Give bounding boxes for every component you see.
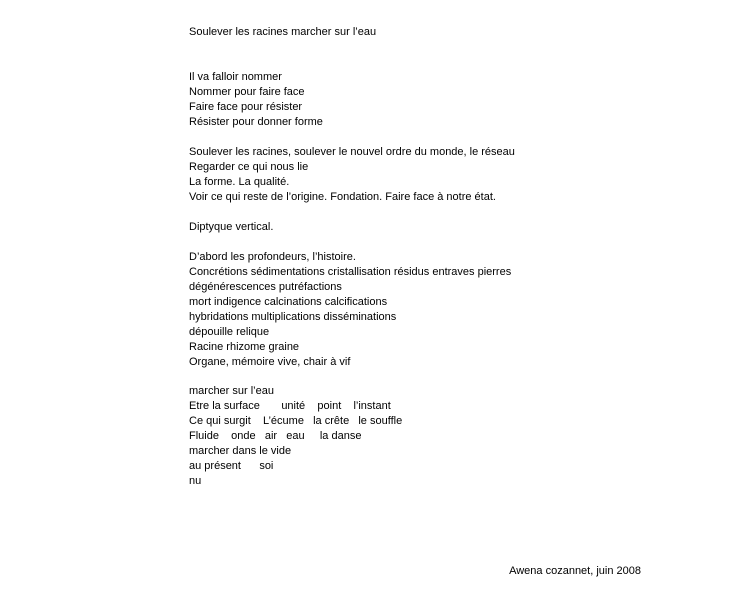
poem-line: Ce qui surgit L’écume la crête le souffle (189, 415, 403, 427)
poem-line: Faire face pour résister (189, 101, 303, 113)
poem-line: hybridations multiplications disséminations (189, 311, 397, 323)
stanza (189, 70, 323, 130)
poem-line: Regarder ce qui nous lie (189, 161, 309, 173)
stanza (189, 250, 511, 370)
author-signature: Awena cozannet, juin 2008 (509, 565, 641, 577)
poem-line: Soulever les racines, soulever le nouvel ordre du monde, le réseau (189, 146, 515, 158)
poem-line: Nommer pour faire face (189, 86, 305, 98)
poem-line: Organe, mémoire vive, chair à vif (189, 356, 351, 368)
stanza (189, 384, 402, 489)
poem-line: dépouille relique (189, 326, 270, 338)
poem-line: Diptyque vertical. (189, 221, 274, 233)
poem-line: marcher dans le vide (189, 445, 292, 457)
poem-line: au présent soi (189, 460, 274, 472)
stanza (189, 145, 515, 205)
poem-line: D’abord les profondeurs, l’histoire. (189, 251, 356, 263)
poem-line: Fluide onde air eau la danse (189, 430, 362, 442)
poem-line: mort indigence calcinations calcifications (189, 296, 388, 308)
poem-line: marcher sur l’eau (189, 385, 274, 397)
poem-line: Voir ce qui reste de l’origine. Fondation. Faire face à notre état. (189, 191, 496, 203)
poem-line: Etre la surface unité point l’instant (189, 400, 391, 412)
poem-line: Racine rhizome graine (189, 341, 300, 353)
poem-line: Il va falloir nommer (189, 71, 282, 83)
poem-line: nu (189, 475, 202, 487)
stanza (189, 220, 273, 235)
poem-line: Résister pour donner forme (189, 116, 323, 128)
poem-line: dégénérescences putréfactions (189, 281, 342, 293)
poem-title: Soulever les racines marcher sur l’eau (189, 26, 377, 38)
poem-line: Concrétions sédimentations cristallisation résidus entraves pierres (189, 266, 512, 278)
poem-line: La forme. La qualité. (189, 176, 290, 188)
